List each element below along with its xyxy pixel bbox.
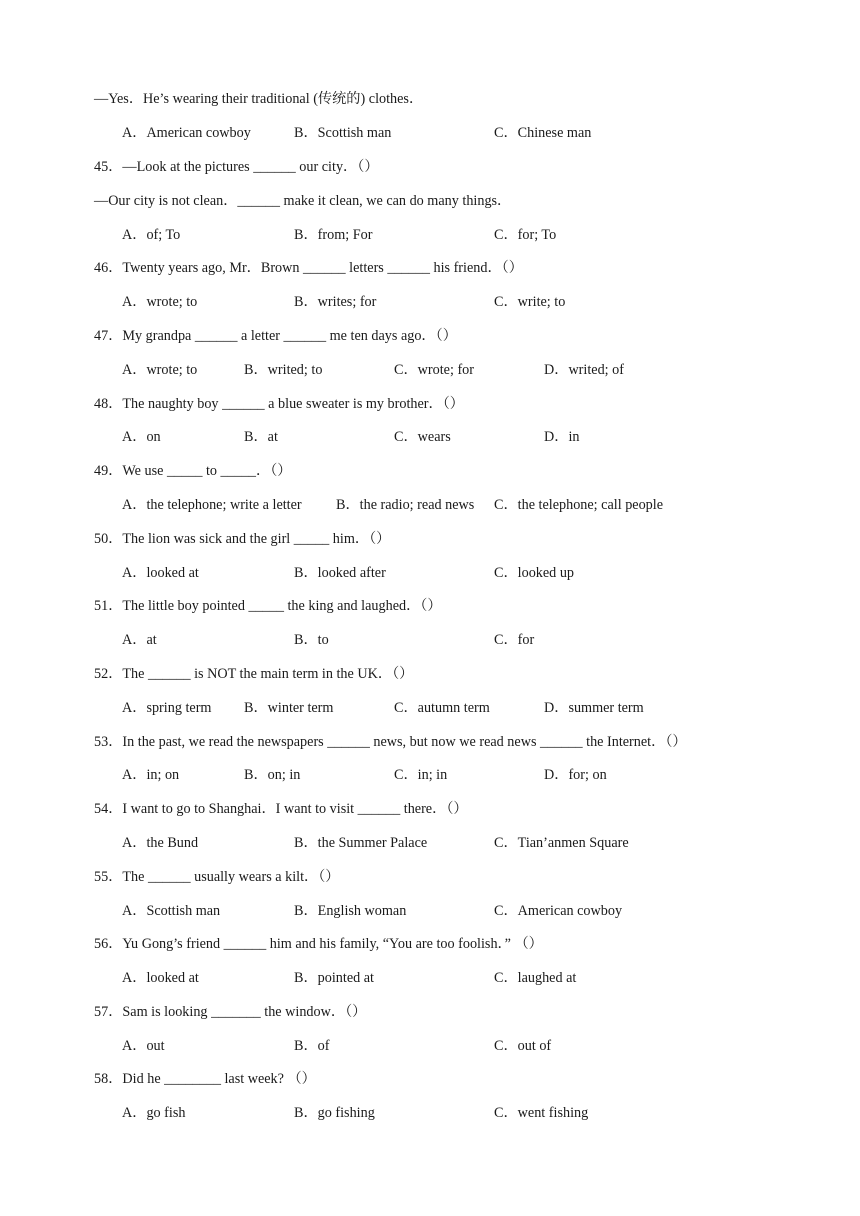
option-a: A．in; on — [122, 767, 180, 783]
option-c: C．Chinese man — [494, 125, 592, 141]
question-47: 47．My grandpa ______ a letter ______ me ten days ago．（） — [94, 328, 457, 344]
option-b: B．Scottish man — [294, 125, 392, 141]
question-57: 57．Sam is looking _______ the window．（） — [94, 1004, 367, 1020]
question-49: 49．We use _____ to _____．（） — [94, 463, 292, 479]
intro-options — [0, 123, 860, 143]
question-55: 55．The ______ usually wears a kilt．（） — [94, 869, 340, 885]
option-c: C．autumn term — [394, 700, 490, 716]
option-c: C．for; To — [494, 227, 557, 243]
option-c: C．American cowboy — [494, 903, 623, 919]
option-c: C．wrote; for — [394, 362, 474, 378]
question-56: 56．Yu Gong’s friend ______ him and his family, “You are too foolish．” （） — [94, 936, 543, 952]
question-50-options — [0, 563, 860, 583]
option-c: C．the telephone; call people — [494, 497, 664, 513]
option-c: C．Tian’anmen Square — [494, 835, 629, 851]
option-a: A．of; To — [122, 227, 181, 243]
option-c: C．write; to — [494, 294, 566, 310]
option-d: D．summer term — [544, 700, 644, 716]
option-b: B．winter term — [244, 700, 334, 716]
question-45: 45．—Look at the pictures ______ our city．（） — [94, 159, 379, 175]
question-51-options — [0, 630, 860, 650]
option-b: B．the radio; read news — [336, 497, 475, 513]
question-55-options — [0, 901, 860, 921]
option-c: C．laughed at — [494, 970, 577, 986]
option-b: B．looked after — [294, 565, 386, 581]
question-54: 54．I want to go to Shanghai．I want to visit ______ there．（） — [94, 801, 468, 817]
question-56-options — [0, 968, 860, 988]
option-d: D．in — [544, 429, 580, 445]
intro-line: —Yes．He’s wearing their traditional (传统的) clothes． — [94, 91, 424, 107]
question-53-options — [0, 765, 860, 785]
option-c: C．looked up — [494, 565, 575, 581]
question-58: 58．Did he ________ last week? （） — [94, 1071, 316, 1087]
option-c: C．out of — [494, 1038, 552, 1054]
option-a: A．wrote; to — [122, 362, 198, 378]
option-b: B．at — [244, 429, 278, 445]
option-a: A．looked at — [122, 565, 199, 581]
question-45-line-2: —Our city is not clean．______ make it clean, we can do many things． — [94, 193, 512, 209]
option-a: A．on — [122, 429, 161, 445]
option-a: A．looked at — [122, 970, 199, 986]
question-52: 52．The ______ is NOT the main term in the UK．（） — [94, 666, 414, 682]
option-b: B．to — [294, 632, 329, 648]
option-a: A．American cowboy — [122, 125, 251, 141]
option-a: A．at — [122, 632, 157, 648]
option-c: C．for — [494, 632, 535, 648]
question-58-options — [0, 1103, 860, 1123]
question-48-options — [0, 427, 860, 447]
question-50: 50．The lion was sick and the girl _____ him．（） — [94, 531, 391, 547]
option-b: B．go fishing — [294, 1105, 375, 1121]
option-c: C．wears — [394, 429, 451, 445]
option-a: A．spring term — [122, 700, 212, 716]
question-51: 51．The little boy pointed _____ the king and laughed．（） — [94, 598, 442, 614]
option-d: D．writed; of — [544, 362, 624, 378]
option-d: D．for; on — [544, 767, 607, 783]
question-46-options — [0, 292, 860, 312]
question-49-options — [0, 495, 860, 515]
option-a: A．Scottish man — [122, 903, 221, 919]
option-b: B．writed; to — [244, 362, 323, 378]
question-48: 48．The naughty boy ______ a blue sweater is my brother．（） — [94, 396, 464, 412]
option-b: B．from; For — [294, 227, 373, 243]
option-a: A．the telephone; write a letter — [122, 497, 302, 513]
option-b: B．pointed at — [294, 970, 374, 986]
question-53: 53．In the past, we read the newspapers ______ news, but now we read news ______ the Internet．（） — [94, 734, 687, 750]
option-b: B．the Summer Palace — [294, 835, 428, 851]
option-a: A．wrote; to — [122, 294, 198, 310]
option-b: B．writes; for — [294, 294, 377, 310]
option-c: C．went fishing — [494, 1105, 589, 1121]
question-54-options — [0, 833, 860, 853]
option-a: A．go fish — [122, 1105, 186, 1121]
question-46: 46．Twenty years ago, Mr．Brown ______ letters ______ his friend．（） — [94, 260, 523, 276]
option-a: A．the Bund — [122, 835, 199, 851]
question-47-options — [0, 360, 860, 380]
question-57-options — [0, 1036, 860, 1056]
option-b: B．English woman — [294, 903, 407, 919]
option-a: A．out — [122, 1038, 165, 1054]
option-b: B．of — [294, 1038, 330, 1054]
option-c: C．in; in — [394, 767, 448, 783]
question-52-options — [0, 698, 860, 718]
option-b: B．on; in — [244, 767, 301, 783]
question-45-options — [0, 225, 860, 245]
